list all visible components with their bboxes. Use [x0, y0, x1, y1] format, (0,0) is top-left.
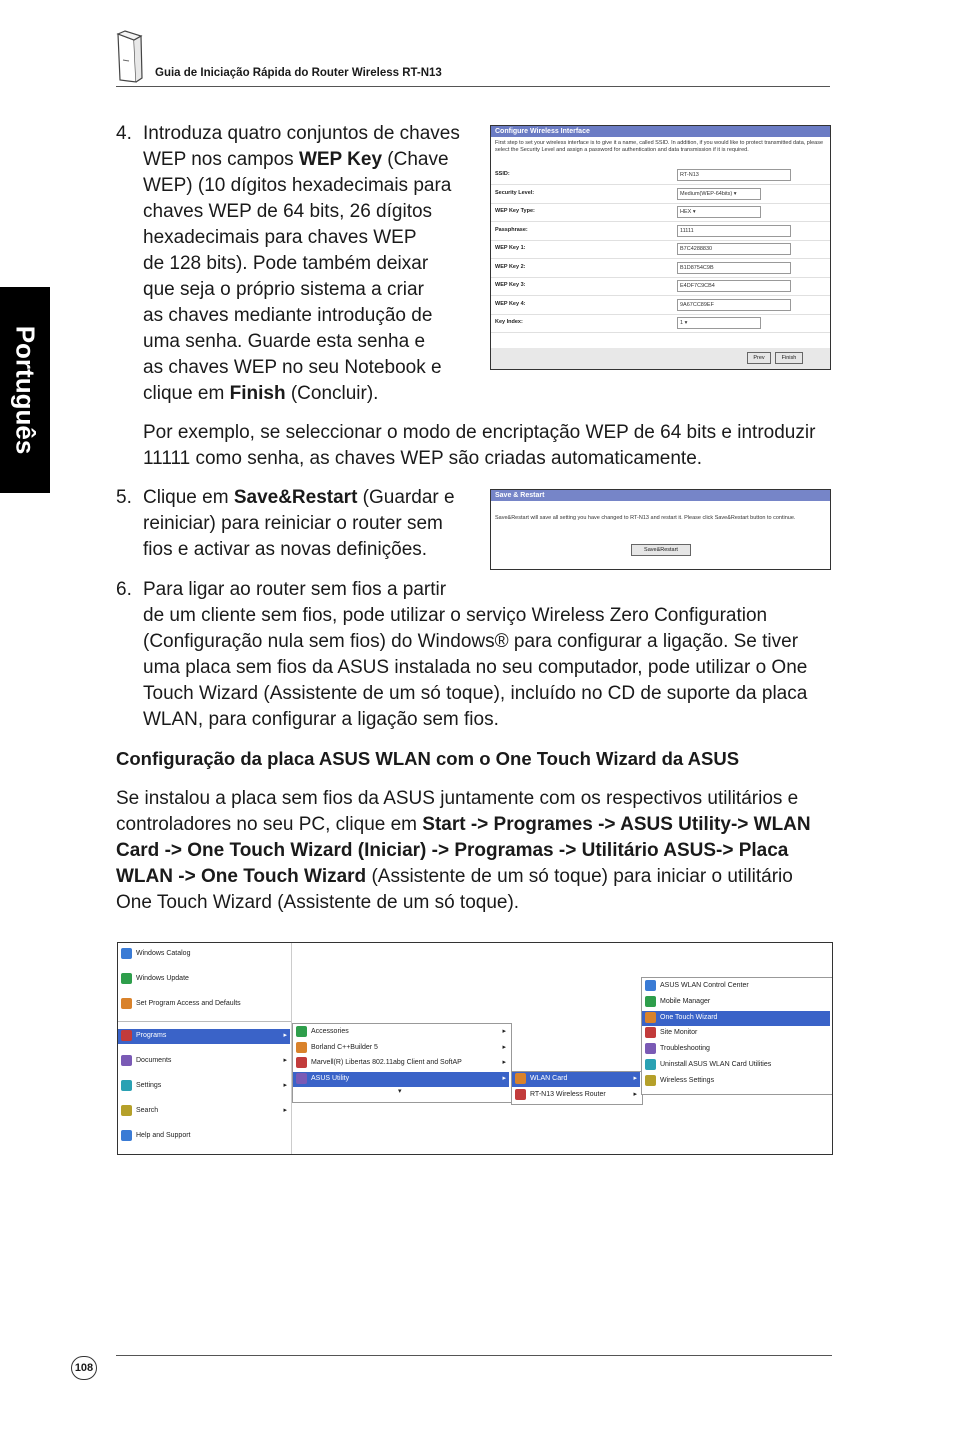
menu-item-label: Windows Update [136, 975, 189, 982]
menu-item-label: Help and Support [136, 1132, 191, 1139]
config-field-row [491, 277, 830, 296]
configure-wireless-button-bar [491, 348, 830, 369]
asus-utility-submenu-item[interactable] [512, 1072, 640, 1087]
text-line: WLAN -> One Touch Wizard (Assistente de um só toque) para iniciar o utilitário [116, 866, 793, 887]
step-5 [116, 485, 476, 565]
example-text [143, 420, 843, 472]
wlan-card-submenu-item[interactable] [642, 995, 830, 1010]
config-field-input[interactable]: HEX ▾ [677, 206, 761, 218]
submenu-arrow-icon: ▸ [502, 1059, 506, 1066]
header-divider [116, 86, 830, 87]
config-field-row [491, 296, 830, 315]
section-body-text [116, 786, 836, 916]
programs-submenu-item[interactable] [293, 1025, 509, 1040]
save-restart-button[interactable]: Save&Restart [631, 544, 691, 556]
config-field-label: WEP Key 4: [495, 300, 526, 307]
wlan-card-submenu-item[interactable] [642, 979, 830, 994]
start-menu-top-item[interactable] [118, 947, 290, 962]
menu-item-label: ASUS WLAN Control Center [660, 982, 749, 989]
step-6-number: 6. [116, 579, 132, 600]
text-line: uma placa sem fios da ASUS instalada no seu computador, pode utilizar o One [143, 657, 808, 678]
config-field-label: Key Index: [495, 319, 523, 325]
header-title: Guia de Iniciação Rápida do Router Wireless RT-N13 [155, 67, 442, 79]
step-4 [116, 121, 476, 411]
menu-item-label: Settings [136, 1082, 162, 1089]
text-line: WEP) (10 dígitos hexadecimais para [143, 175, 452, 196]
menu-item-icon [515, 1089, 526, 1100]
config-field-label: SSID: [495, 171, 510, 177]
start-menu-item[interactable] [118, 1029, 290, 1044]
text-line: reiniciar) para reiniciar o router sem [143, 513, 443, 534]
text-line: de 128 bits). Pode também deixar [143, 253, 429, 274]
example-paragraph [143, 420, 843, 472]
language-label: Português [10, 325, 41, 455]
menu-item-icon [121, 998, 132, 1009]
menu-item-icon [645, 1043, 656, 1054]
finish-button[interactable]: Finish [775, 352, 803, 364]
text-line: 11111 como senha, as chaves WEP são criadas automaticamente. [143, 448, 703, 469]
menu-item-label: Set Program Access and Defaults [136, 1000, 241, 1007]
config-field-row [491, 314, 830, 333]
save-restart-screenshot [490, 489, 831, 570]
start-menu-item[interactable] [118, 1079, 290, 1094]
config-field-input[interactable]: E4DF7C9CB4 [677, 280, 791, 292]
config-field-label: WEP Key Type: [495, 208, 535, 214]
config-field-input[interactable]: Medium(WEP-64bits) ▾ [677, 188, 761, 200]
section-body [116, 786, 836, 916]
menu-item-icon [645, 1027, 656, 1038]
menu-item-icon [645, 1059, 656, 1070]
menu-item-label: Search [136, 1107, 159, 1114]
configure-wireless-fields [491, 166, 830, 351]
save-restart-text: Save&Restart will save all setting you have changed to RT-N13 and restart it. Please click Save&Restart button to continue. [495, 515, 796, 521]
asus-utility-submenu-item[interactable] [512, 1088, 640, 1103]
menu-item-label: Uninstall ASUS WLAN Card Utilities [660, 1061, 772, 1068]
text-line: uma senha. Guarde esta senha e [143, 331, 426, 352]
menu-item-icon [645, 1012, 656, 1023]
menu-item-icon [121, 948, 132, 959]
config-field-row [491, 185, 830, 204]
menu-item-icon [515, 1073, 526, 1084]
text-line: Clique em Save&Restart (Guardar e [143, 487, 455, 508]
page-number: 108 [71, 1356, 97, 1380]
configure-wireless-intro: First step to set your wireless interface is to give it a name, called SSID. In addition, if you would like to protect transmitted data, please select the Security Level and assign a password for authentication and data transmission if it is required. [495, 140, 824, 153]
text-line: que seja o próprio sistema a criar [143, 279, 424, 300]
config-field-label: WEP Key 1: [495, 245, 526, 251]
text-line: Para ligar ao router sem fios a partir [143, 579, 447, 600]
submenu-arrow-icon: ▸ [502, 1074, 506, 1082]
config-field-input[interactable]: 1 ▾ [677, 317, 761, 329]
config-field-row [491, 240, 830, 259]
step-6-text [143, 577, 807, 733]
menu-item-icon [296, 1057, 307, 1068]
menu-item-label: ASUS Utility [311, 1074, 350, 1082]
wlan-card-submenu-item[interactable] [642, 1058, 830, 1073]
menu-item-label: Programs [136, 1032, 167, 1039]
menu-item-icon [645, 1075, 656, 1086]
text-line: Se instalou a placa sem fios da ASUS juntamente com os respectivos utilitários e [116, 788, 799, 809]
menu-item-icon [296, 1026, 307, 1037]
config-field-input[interactable]: B7C4288830 [677, 243, 791, 255]
text-line: Touch Wizard (Assistente de um só toque), incluído no CD de suporte da placa [143, 683, 808, 704]
submenu-arrow-icon: ▸ [633, 1075, 637, 1082]
menu-item-icon [121, 1130, 132, 1141]
menu-item-icon [121, 1105, 132, 1116]
programs-submenu-item[interactable] [293, 1072, 509, 1087]
text-line: chaves WEP de 64 bits, 26 dígitos [143, 201, 433, 222]
step-4-text [143, 121, 460, 407]
footer-divider [116, 1355, 832, 1356]
text-line: clique em Finish (Concluir). [143, 383, 379, 404]
start-menu-top-item[interactable] [118, 972, 290, 987]
text-line: as chaves mediante introdução de [143, 305, 433, 326]
config-field-row [491, 203, 830, 222]
config-field-input[interactable]: B1D8754C9B [677, 262, 791, 274]
text-line: as chaves WEP no seu Notebook e [143, 357, 442, 378]
wlan-card-submenu-item[interactable] [642, 1042, 830, 1057]
section-heading: Configuração da placa ASUS WLAN com o One Touch Wizard da ASUS [116, 748, 740, 769]
router-logo-icon [114, 30, 144, 88]
start-menu-screenshot [117, 942, 833, 1155]
wlan-card-submenu-item[interactable] [642, 1074, 830, 1089]
config-field-label: Passphrase: [495, 226, 528, 233]
menu-item-label: Documents [136, 1057, 172, 1064]
text-line: WLAN, para configurar a ligação sem fios. [143, 709, 499, 730]
menu-item-label: Troubleshooting [660, 1045, 710, 1053]
submenu-arrow-icon: ▸ [283, 1057, 287, 1064]
config-field-input[interactable]: RT-N13 [677, 169, 791, 181]
text-line: fios e activar as novas definições. [143, 539, 428, 560]
configure-wireless-title: Configure Wireless Interface [491, 126, 830, 137]
wlan-card-submenu-item[interactable] [642, 1026, 830, 1041]
submenu-arrow-icon: ▸ [283, 1082, 287, 1089]
menu-item-label: Accessories [311, 1028, 349, 1035]
menu-item-icon [645, 996, 656, 1007]
config-field-label: Security Level: [495, 189, 535, 196]
start-menu-separator [118, 1021, 291, 1022]
menu-item-icon [121, 1055, 132, 1066]
wlan-card-submenu-item[interactable] [642, 1011, 830, 1026]
submenu-arrow-icon: ▸ [283, 1107, 287, 1114]
text-line: One Touch Wizard (Assistente de um só toque). [116, 892, 520, 913]
menu-item-label: WLAN Card [530, 1075, 568, 1082]
programs-submenu-item[interactable] [293, 1056, 509, 1071]
start-menu-item[interactable] [118, 1129, 290, 1144]
config-field-label: WEP Key 3: [495, 282, 526, 288]
menu-item-label: Borland C++Builder 5 [311, 1043, 378, 1051]
submenu-arrow-icon: ▸ [283, 1032, 287, 1039]
menu-item-icon [296, 1042, 307, 1053]
prev-button[interactable]: Prev [747, 352, 771, 364]
config-field-input[interactable]: 11111 [677, 225, 791, 237]
step-5-number: 5. [116, 487, 132, 508]
menu-item-icon [296, 1073, 307, 1084]
menu-item-label: Marvell(R) Libertas 802.11abg Client and SoftAP [311, 1059, 462, 1066]
menu-item-icon [645, 980, 656, 991]
menu-item-label: Site Monitor [660, 1029, 698, 1037]
text-line: Introduza quatro conjuntos de chaves [143, 123, 460, 144]
menu-item-label: Windows Catalog [136, 950, 191, 957]
menu-item-label: Mobile Manager [660, 997, 711, 1005]
menu-item-label: One Touch Wizard [660, 1013, 718, 1021]
menu-item-label: Wireless Settings [660, 1076, 715, 1084]
programs-submenu-item[interactable] [293, 1041, 509, 1056]
text-line: (Configuração nula sem fios) do Windows® para configurar a ligação. Se tiver [143, 631, 799, 652]
save-restart-title: Save & Restart [491, 490, 830, 501]
text-line: hexadecimais para chaves WEP [143, 227, 417, 248]
text-line: WEP nos campos WEP Key (Chave [143, 149, 449, 170]
submenu-arrow-icon: ▸ [502, 1028, 506, 1035]
language-side-tab [0, 287, 50, 493]
start-menu-top-item[interactable] [118, 997, 290, 1012]
submenu-arrow-icon: ▸ [502, 1043, 506, 1051]
menu-item-icon [121, 973, 132, 984]
step-4-number: 4. [116, 123, 132, 144]
text-line: de um cliente sem fios, pode utilizar o serviço Wireless Zero Configuration [143, 605, 768, 626]
menu-item-icon [121, 1030, 132, 1041]
config-field-row [491, 259, 830, 278]
menu-item-label: RT-N13 Wireless Router [530, 1091, 606, 1098]
text-line: Card -> One Touch Wizard (Iniciar) -> Programas -> Utilitário ASUS-> Placa [116, 840, 789, 861]
step-5-text [143, 485, 455, 563]
menu-item-icon [121, 1080, 132, 1091]
expand-arrow-icon[interactable]: ▾ [398, 1088, 402, 1095]
config-field-row [491, 166, 830, 185]
config-field-label: WEP Key 2: [495, 263, 526, 270]
submenu-arrow-icon: ▸ [633, 1091, 637, 1098]
start-menu-item[interactable] [118, 1054, 290, 1069]
step-6 [116, 577, 836, 737]
text-line: controladores no seu PC, clique em Start -> Programes -> ASUS Utility-> WLAN [116, 814, 811, 835]
config-field-input[interactable]: 9A67CC89EF [677, 299, 791, 311]
configure-wireless-screenshot [490, 125, 831, 370]
text-line: Por exemplo, se seleccionar o modo de encriptação WEP de 64 bits e introduzir [143, 422, 816, 443]
config-field-row [491, 222, 830, 241]
start-menu-item[interactable] [118, 1104, 290, 1119]
